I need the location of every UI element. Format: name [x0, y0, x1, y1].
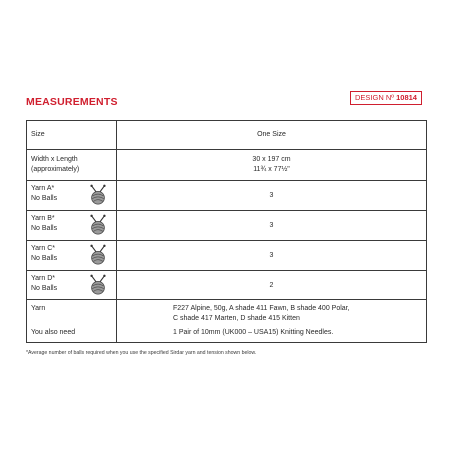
- dimensions-value-in: 11¾ x 77½": [253, 166, 290, 173]
- row-divider: [27, 210, 426, 211]
- yarn-a-balls-label: No Balls: [31, 195, 58, 202]
- yarn-a-name: Yarn A*: [31, 185, 55, 192]
- design-number: 10814: [396, 93, 417, 102]
- yarn-b-balls-label: No Balls: [31, 225, 58, 232]
- yarn-ball-with-needles-icon: [87, 244, 109, 266]
- footnote: *Average number of balls required when you use the specified Sirdar yarn and tension shown below.: [26, 350, 257, 356]
- yarn-b-label: [31, 214, 57, 234]
- yarn-c-name: Yarn C*: [31, 245, 55, 252]
- row-divider: [27, 180, 426, 181]
- yarn-d-label: [31, 274, 57, 294]
- size-label: Size: [31, 131, 45, 138]
- design-number-box: [350, 91, 422, 105]
- row-divider: [27, 299, 426, 300]
- row-divider: [27, 149, 426, 150]
- yarn-d-name: Yarn D*: [31, 275, 55, 282]
- yarn-ball-with-needles-icon: [87, 214, 109, 236]
- measurements-heading: MEASUREMENTS: [26, 96, 118, 108]
- yarn-description: [173, 304, 426, 324]
- yarn-label: Yarn: [31, 305, 46, 312]
- dimensions-label: [31, 155, 79, 175]
- yarn-a-label: [31, 184, 57, 204]
- yarn-b-name: Yarn B*: [31, 215, 55, 222]
- measurements-table: [26, 120, 427, 343]
- yarn-ball-with-needles-icon: [87, 184, 109, 206]
- also-need-label: You also need: [31, 329, 76, 336]
- yarn-c-label: [31, 244, 57, 264]
- dimensions-label-line1: Width x Length: [31, 156, 78, 163]
- yarn-d-value: 2: [269, 282, 274, 289]
- yarn-ball-with-needles-icon: [87, 274, 109, 296]
- dimensions-label-line2: (approximately): [31, 166, 80, 173]
- dimensions-value: [117, 155, 426, 175]
- yarn-b-value: 3: [269, 222, 274, 229]
- needles-description: 1 Pair of 10mm (UK000 – USA15) Knitting Needles.: [173, 329, 334, 336]
- dimensions-value-cm: 30 x 197 cm: [252, 156, 291, 163]
- design-label: DESIGN Nº: [355, 93, 395, 102]
- yarn-a-value: 3: [269, 192, 274, 199]
- yarn-c-balls-label: No Balls: [31, 255, 58, 262]
- yarn-c-value: 3: [269, 252, 274, 259]
- row-divider: [27, 270, 426, 271]
- yarn-description-line2: C shade 417 Marten, D shade 415 Kitten: [173, 315, 300, 322]
- yarn-d-balls-label: No Balls: [31, 285, 58, 292]
- yarn-description-line1: F227 Alpine, 50g, A shade 411 Fawn, B shade 400 Polar,: [173, 305, 350, 312]
- size-value: One Size: [257, 131, 286, 138]
- row-divider: [27, 240, 426, 241]
